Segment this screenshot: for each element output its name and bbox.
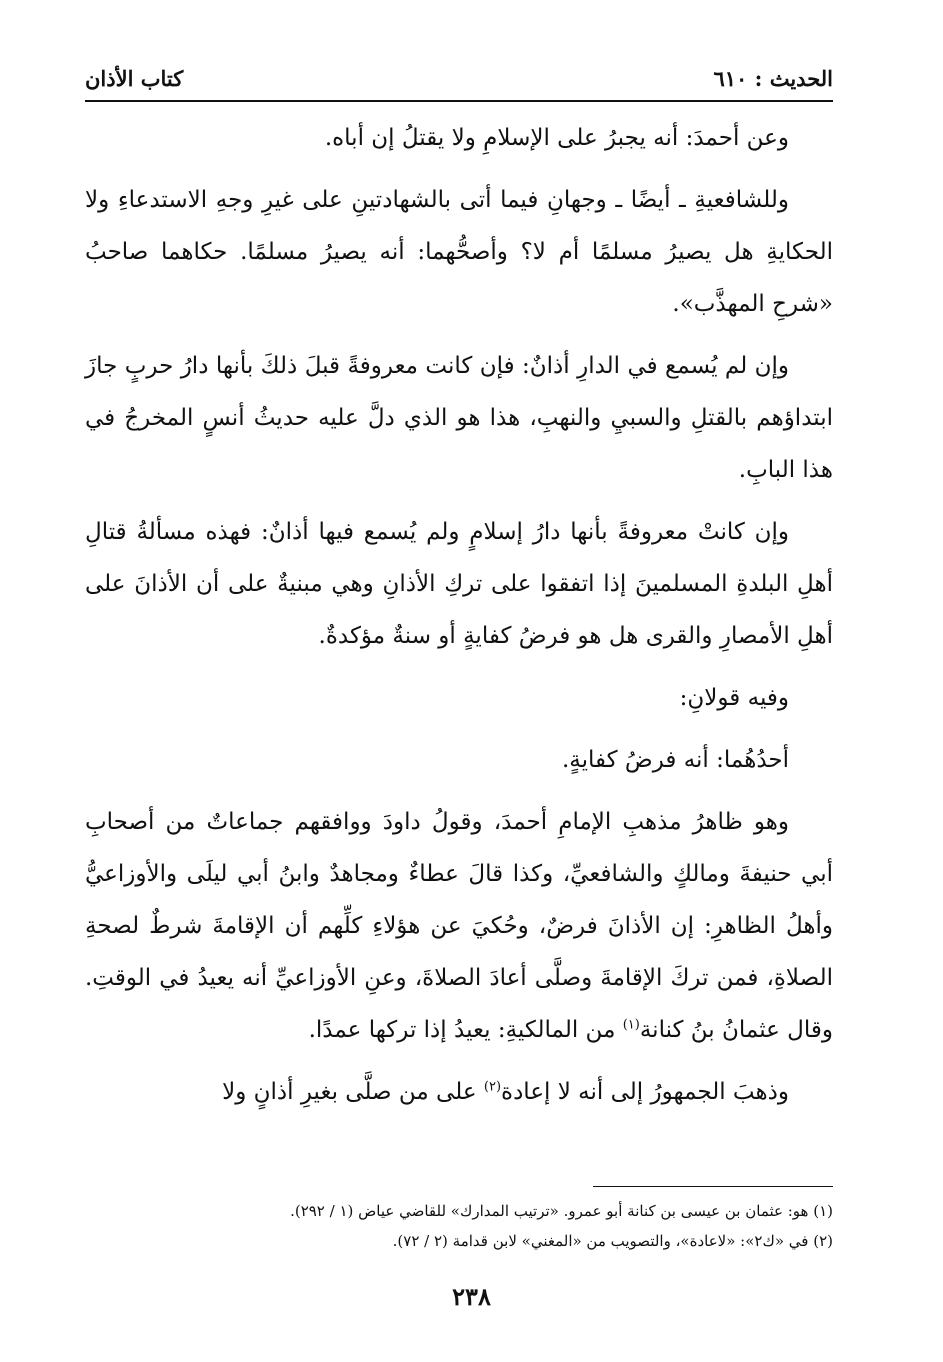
footnotes <box>85 1196 833 1256</box>
paragraph: وإن لم يُسمع في الدارِ أذانٌ: فإن كانت معروفةً قبلَ ذلكَ بأنها دارُ حربٍ جازَ ابتداؤهم بالقتلِ والسبيِ والنهبِ، هذا هو الذي دلَّ عليه حديثُ أنسٍ المخرجُ في هذا البابِ. <box>85 353 833 483</box>
footnote-ref-2[interactable]: (٢) <box>483 1079 502 1095</box>
footnote-ref-1[interactable]: (١) <box>622 1017 640 1033</box>
paragraph <box>85 796 833 1056</box>
paragraph: وعن أحمدَ: أنه يجبرُ على الإسلامِ ولا يقتلُ إن أباه. <box>324 125 789 151</box>
paragraph: أحدُهُما: أنه فرضُ كفايةٍ. <box>561 747 789 773</box>
paragraph-text: وهو ظاهرُ مذهبِ الإمامِ أحمدَ، وقولُ داودَ ووافقهم جماعاتٌ من أصحابِ أبي حنيفةَ ومالكٍ والشافعيِّ، وكذا قالَ عطاءٌ ومجاهدٌ وابنُ أبي ليلَى والأوزاعيُّ وأهلُ الظاهرِ: إن الأذانَ فرضٌ، وحُكيَ عن هؤلاءِ كلِّهم أن الإقامةَ شرطٌ لصحةِ الصلاةِ، فمن تركَ الإقامةَ وصلَّى أعادَ الصلاةَ، وعنِ الأوزاعيِّ أنه يعيدُ في الوقتِ. وقال عثمانُ بنُ كنانة <box>85 809 833 1043</box>
paragraph <box>85 1066 833 1118</box>
paragraph: وللشافعيةِ ـ أيضًا ـ وجهانِ فيما أتى بالشهادتينِ على غيرِ وجهِ الاستدعاءِ ولا الحكايةِ هل يصيرُ مسلمًا أم لا؟ وأصحُّهما: أنه يصيرُ مسلمًا. حكاهما صاحبُ «شرحِ المهذَّب». <box>85 187 833 317</box>
footnote-1: (١) هو: عثمان بن عيسى بن كنانة أبو عمرو. «ترتيب المدارك» للقاضي عياض (١ / ٢٩٢). <box>290 1202 833 1220</box>
paragraph: وإن كانتْ معروفةً بأنها دارُ إسلامٍ ولم يُسمع فيها أذانٌ: فهذه مسألةُ قتالِ أهلِ البلدةِ المسلمينَ إذا اتفقوا على تركِ الأذانِ وهي مبنيةٌ على أن الأذانَ على أهلِ الأمصارِ والقرى هل هو فرضُ كفايةٍ أو سنةٌ مؤكدةٌ. <box>85 519 833 649</box>
paragraph-text: وذهبَ الجمهورُ إلى أنه لا إعادة <box>501 1079 789 1105</box>
paragraph-text-tail: من المالكيةِ: يعيدُ إذا تركها عمدًا. <box>308 1017 623 1043</box>
hadith-number-label: الحديث : ٦١٠ <box>713 66 833 91</box>
header-divider <box>85 100 833 102</box>
book-title: كتاب الأذان <box>85 66 184 91</box>
paragraph: وفيه قولانِ: <box>679 685 789 711</box>
footnote-divider <box>593 1186 833 1187</box>
running-header <box>85 62 833 104</box>
page-number: ٢٣٨ <box>452 1282 491 1311</box>
paragraph-text-tail: على من صلَّى بغيرِ أذانٍ ولا <box>222 1079 484 1105</box>
footnote-2: (٢) في «ك٢»: «لاعادة»، والتصويب من «المغني» لابن قدامة (٢ / ٧٢). <box>392 1232 833 1250</box>
main-text <box>85 112 833 1128</box>
